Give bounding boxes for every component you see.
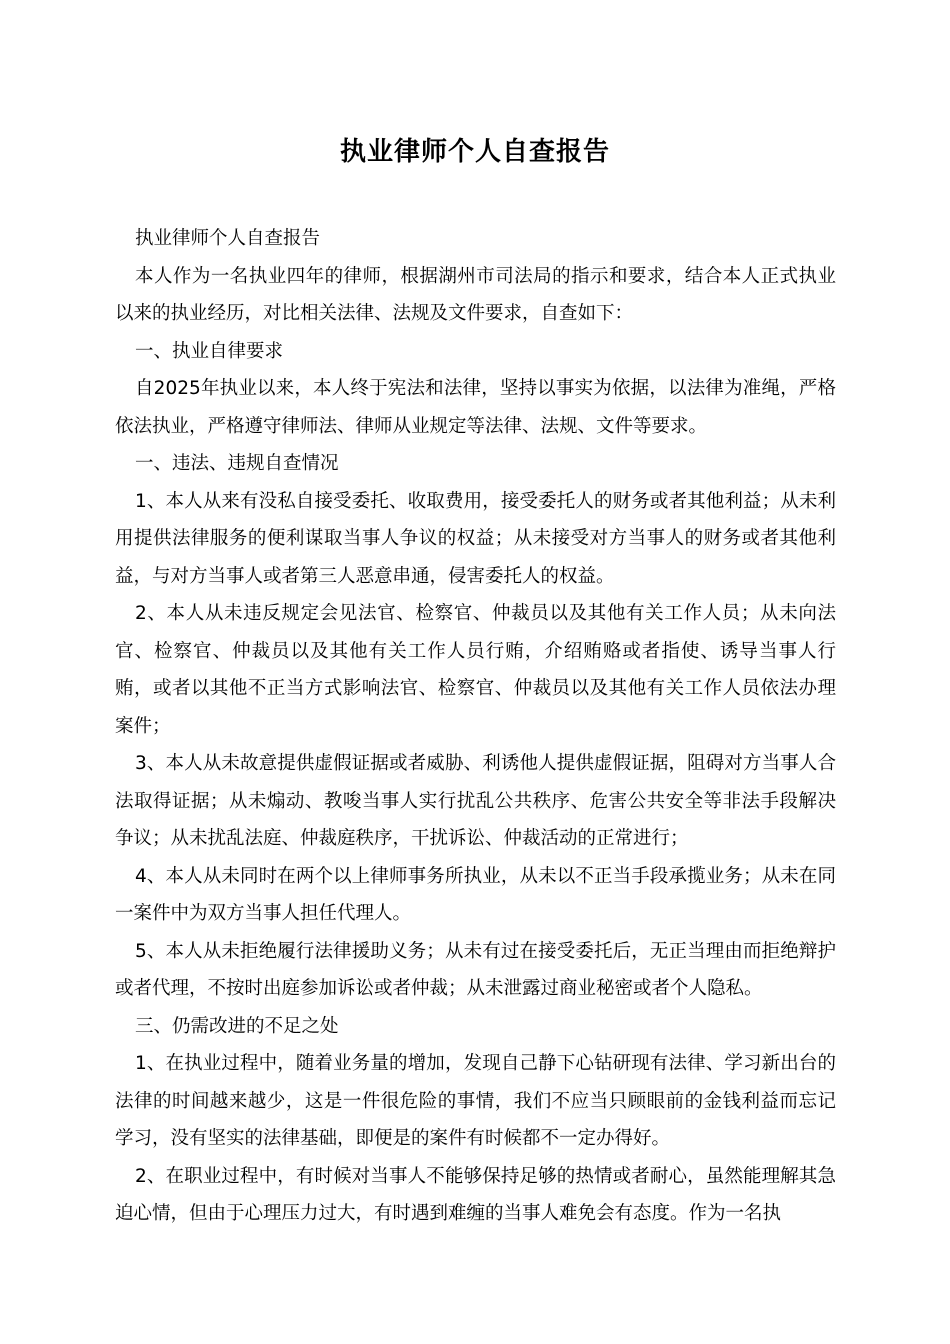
list-item: 2、本人从未违反规定会见法官、检察官、仲裁员以及其他有关工作人员；从未向法官、检察官、仲裁员以及其他有关工作人员行贿，介绍贿赂或者指使、诱导当事人行贿，或者以其他不正当方式影响法官、检察官、仲裁员以及其他有关工作人员依法办理案件； xyxy=(115,603,836,737)
document-title: 执业律师个人自查报告 xyxy=(339,137,610,167)
section-heading: 一、执业自律要求 xyxy=(135,340,284,362)
section-heading: 三、仍需改进的不足之处 xyxy=(135,1015,339,1037)
list-item: 2、在职业过程中，有时候对当事人不能够保持足够的热情或者耐心，虽然能理解其急迫心情，但由于心理压力过大，有时遇到难缠的当事人难免会有态度。作为一名执 xyxy=(115,1165,836,1224)
list-item: 4、本人从未同时在两个以上律师事务所执业，从未以不正当手段承揽业务；从未在同一案件中为双方当事人担任代理人。 xyxy=(115,865,836,924)
list-item: 3、本人从未故意提供虚假证据或者威胁、利诱他人提供虚假证据，阻碍对方当事人合法取得证据；从未煽动、教唆当事人实行扰乱公共秩序、危害公共安全等非法手段解决争议；从未扰乱法庭、仲裁庭秩序，干扰诉讼、仲裁活动的正常进行； xyxy=(115,753,836,849)
paragraph: 执业律师个人自查报告 xyxy=(135,228,321,249)
list-item: 5、本人从未拒绝履行法律援助义务；从未有过在接受委托后，无正当理由而拒绝辩护或者代理，不按时出庭参加诉讼或者仲裁；从未泄露过商业秘密或者个人隐私。 xyxy=(115,940,836,999)
document-body xyxy=(115,220,836,1233)
section-heading: 一、违法、违规自查情况 xyxy=(135,453,339,474)
paragraph: 本人作为一名执业四年的律师，根据湖州市司法局的指示和要求，结合本人正式执业以来的执业经历，对比相关法律、法规及文件要求，自查如下： xyxy=(115,265,836,324)
list-item: 1、本人从来有没私自接受委托、收取费用，接受委托人的财务或者其他利益；从未利用提供法律服务的便利谋取当事人争议的权益；从未接受对方当事人的财务或者其他利益，与对方当事人或者第三人恶意串通，侵害委托人的权益。 xyxy=(115,490,836,587)
paragraph: 自2025年执业以来，本人终于宪法和法律，坚持以事实为依据，以法律为准绳，严格依法执业，严格遵守律师法、律师从业规定等法律、法规、文件等要求。 xyxy=(115,378,836,437)
list-item: 1、在执业过程中，随着业务量的增加，发现自己静下心钻研现有法律、学习新出台的法律的时间越来越少，这是一件很危险的事情，我们不应当只顾眼前的金钱利益而忘记学习，没有坚实的法律基础，即便是的案件有时候都不一定办得好。 xyxy=(115,1053,836,1149)
